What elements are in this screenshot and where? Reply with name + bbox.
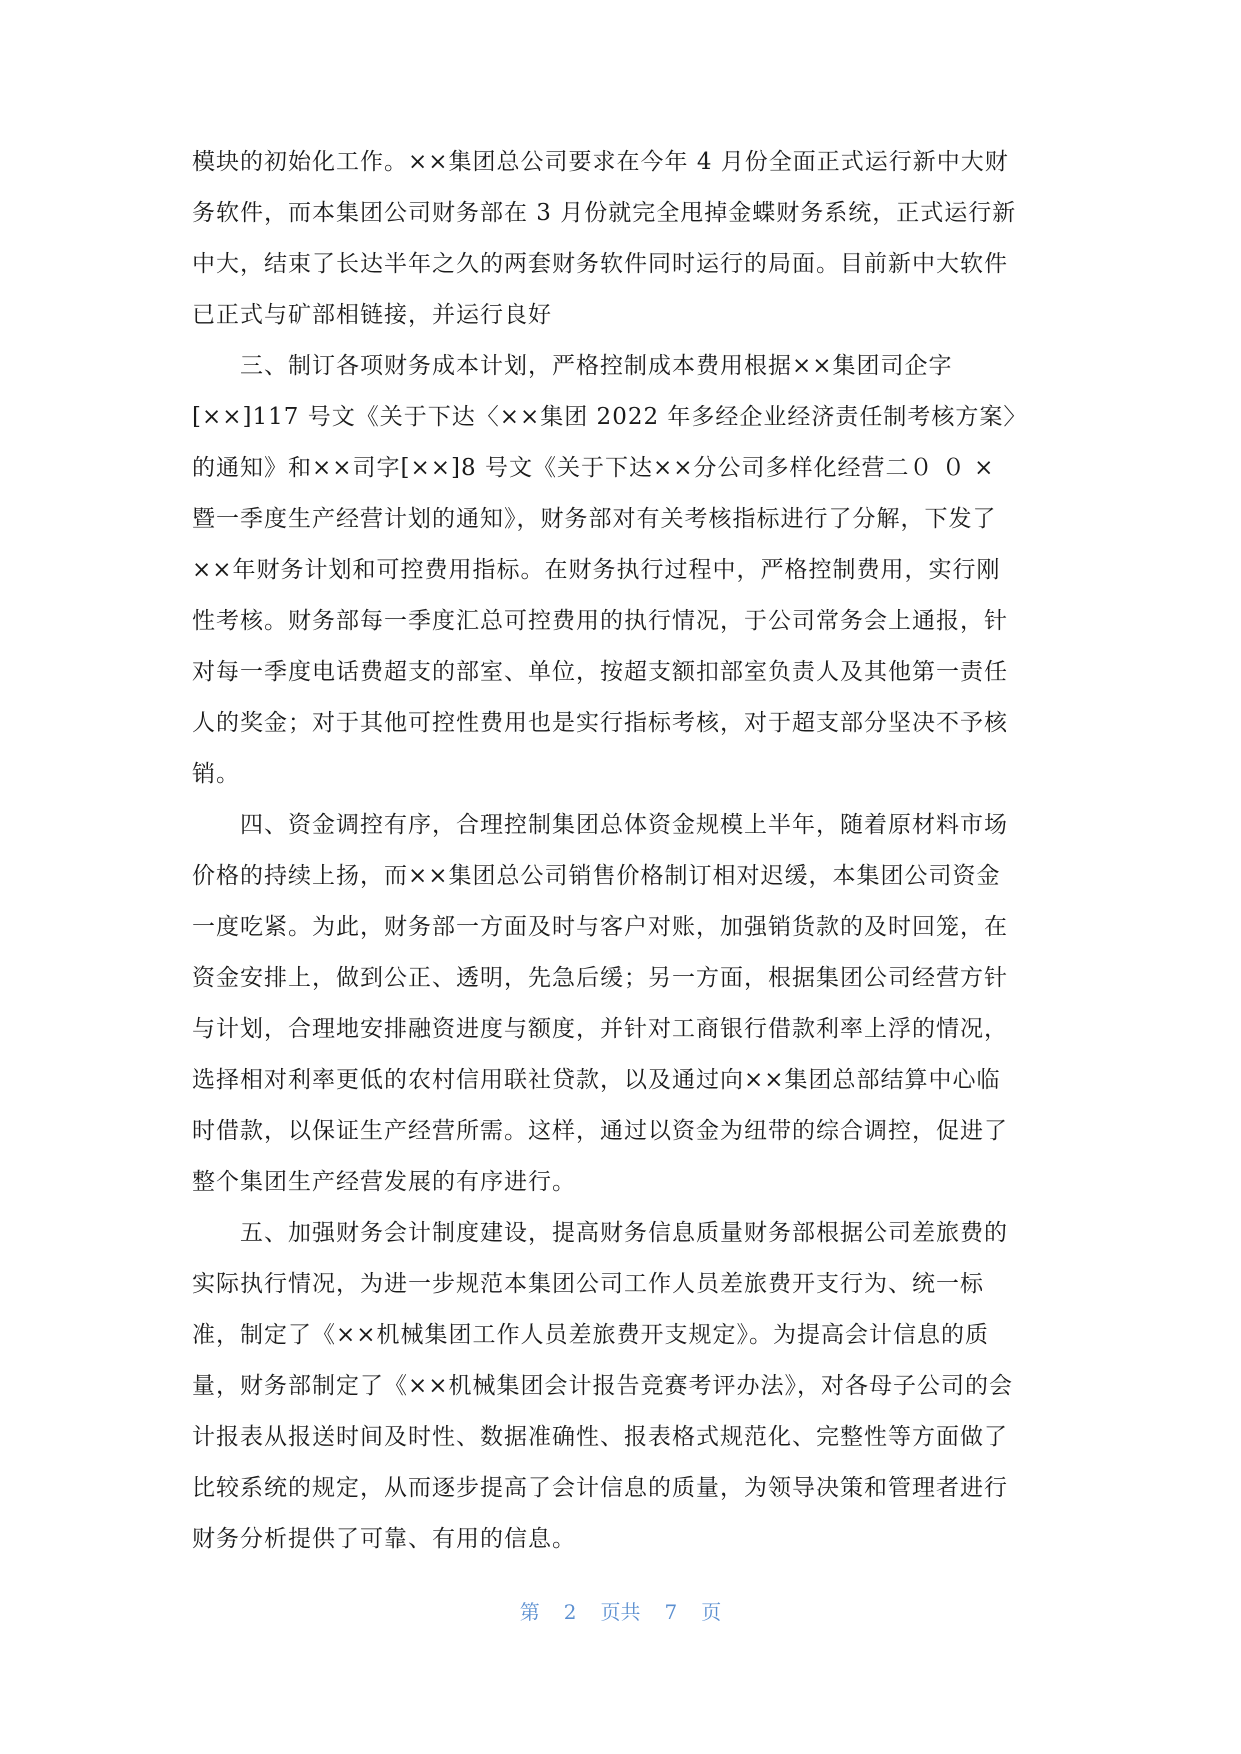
body-text-line: 一度吃紧。为此，财务部一方面及时与客户对账，加强销货款的及时回笼，在 <box>192 914 1008 940</box>
body-text-line: 与计划，合理地安排融资进度与额度，并针对工商银行借款利率上浮的情况， <box>192 1016 1008 1042</box>
body-text-line: 对每一季度电话费超支的部室、单位，按超支额扣部室负责人及其他第一责任 <box>192 659 1008 685</box>
page-number-footer <box>0 1598 1241 1626</box>
footer-total-pages: 7 <box>664 1600 678 1624</box>
body-text-line: 比较系统的规定，从而逐步提高了会计信息的质量，为领导决策和管理者进行 <box>192 1475 1008 1501</box>
body-text-line: 已正式与矿部相链接，并运行良好 <box>192 302 552 328</box>
body-text-line: 人的奖金；对于其他可控性费用也是实行指标考核，对于超支部分坚决不予核 <box>192 710 1008 736</box>
body-text-line: 整个集团生产经营发展的有序进行。 <box>192 1169 576 1195</box>
body-text-line: 销。 <box>192 761 240 787</box>
footer-middle: 页共 <box>600 1600 641 1624</box>
body-text-line: 量，财务部制定了《××机械集团会计报告竞赛考评办法》，对各母子公司的会 <box>192 1373 1014 1399</box>
body-text-line: 准，制定了《××机械集团工作人员差旅费开支规定》。为提高会计信息的质 <box>192 1322 990 1348</box>
body-text-line: 财务分析提供了可靠、有用的信息。 <box>192 1526 576 1552</box>
footer-suffix: 页 <box>701 1600 722 1624</box>
section-heading-line: 四、资金调控有序，合理控制集团总体资金规模上半年，随着原材料市场 <box>240 812 1008 838</box>
body-text-line: 时借款，以保证生产经营所需。这样，通过以资金为纽带的综合调控，促进了 <box>192 1118 1008 1144</box>
body-text-line: 选择相对利率更低的农村信用联社贷款，以及通过向××集团总部结算中心临 <box>192 1067 1001 1093</box>
section-heading-line: 三、制订各项财务成本计划，严格控制成本费用根据××集团司企字 <box>240 353 953 379</box>
body-text-line: 计报表从报送时间及时性、数据准确性、报表格式规范化、完整性等方面做了 <box>192 1424 1008 1450</box>
body-text-line: 暨一季度生产经营计划的通知》，财务部对有关考核指标进行了分解，下发了 <box>192 506 997 532</box>
body-text-line: 实际执行情况，为进一步规范本集团公司工作人员差旅费开支行为、统一标 <box>192 1271 984 1297</box>
body-text-line: 务软件，而本集团公司财务部在 3 月份就完全甩掉金蝶财务系统，正式运行新 <box>192 200 1017 226</box>
body-text-line: 的通知》和××司字[××]8 号文《关于下达××分公司多样化经营二０ ０ × <box>192 455 995 481</box>
body-text-line: 资金安排上，做到公正、透明，先急后缓；另一方面，根据集团公司经营方针 <box>192 965 1008 991</box>
body-text-line: 模块的初始化工作。××集团总公司要求在今年 4 月份全面正式运行新中大财 <box>192 149 1009 175</box>
footer-prefix: 第 <box>519 1600 540 1624</box>
section-heading-line: 五、加强财务会计制度建设，提高财务信息质量财务部根据公司差旅费的 <box>240 1220 1008 1246</box>
body-text-line: ××年财务计划和可控费用指标。在财务执行过程中，严格控制费用，实行刚 <box>192 557 1001 583</box>
footer-current-page: 2 <box>563 1600 577 1624</box>
body-text-line: 中大，结束了长达半年之久的两套财务软件同时运行的局面。目前新中大软件 <box>192 251 1008 277</box>
body-text-line: 性考核。财务部每一季度汇总可控费用的执行情况，于公司常务会上通报，针 <box>192 608 1008 634</box>
body-text-line: 价格的持续上扬，而××集团总公司销售价格制订相对迟缓，本集团公司资金 <box>192 863 1001 889</box>
body-text-line: [××]117 号文《关于下达〈××集团 2022 年多经企业经济责任制考核方案〉 <box>192 404 1028 430</box>
